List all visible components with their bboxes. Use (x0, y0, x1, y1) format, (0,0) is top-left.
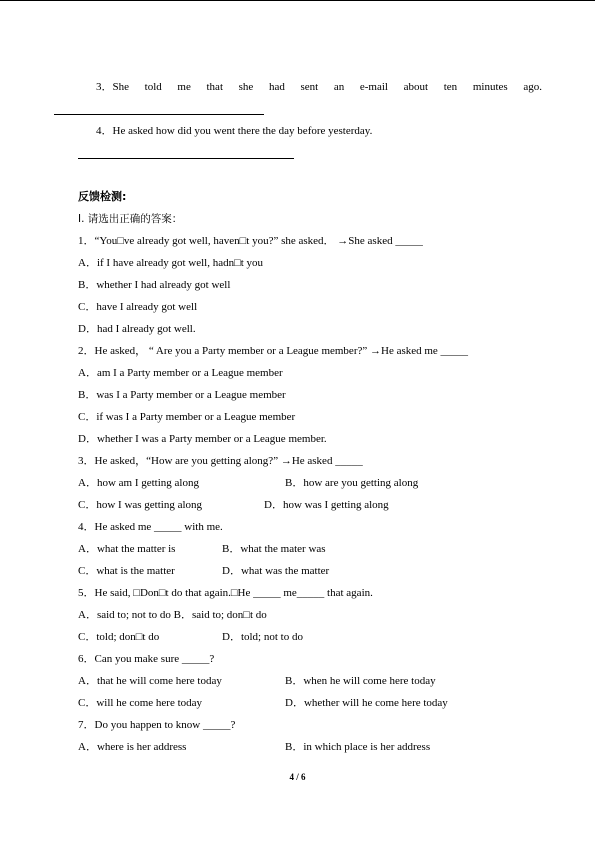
q3-word: about (403, 81, 429, 93)
q3-word: that (206, 81, 223, 93)
question-stem: 3．He asked，“How are you getting along?” →He asked _____ (78, 455, 363, 467)
option: D．had I already got well. (78, 323, 196, 335)
question-stem: 6．Can you make sure _____? (78, 653, 215, 665)
option: A．said to; not to do B．said to; don□t do (78, 609, 267, 621)
question-stem: 7．Do you happen to know _____? (78, 719, 236, 731)
option-right: D．what was the matter (222, 565, 330, 577)
question-stem: 5．He said, □Don□t do that again.□He _____ me_____ that again. (78, 587, 373, 599)
option-left: C．told; don□t do (78, 631, 160, 643)
option-left: C．will he come here today (78, 697, 203, 709)
option-right: B．in which place is her address (285, 741, 431, 753)
q3-word: had (268, 81, 285, 93)
q3-word: sent (300, 81, 319, 93)
question-stem: 4．He asked me _____ with me. (78, 521, 223, 533)
option-left: C．how I was getting along (78, 499, 203, 511)
option-right: D．told; not to do (222, 631, 303, 643)
q3-word: an (333, 81, 345, 93)
option: B．was I a Party member or a League member (78, 389, 286, 401)
question-4-rewrite: 4．He asked how did you went there the day before yesterday. (96, 125, 373, 137)
option: D．whether I was a Party member or a League member. (78, 433, 327, 445)
option-right: D．whether will he come here today (285, 697, 448, 709)
q3-word: 3．She (96, 81, 129, 93)
q3-word: ten (443, 81, 458, 93)
option: C．have I already got well (78, 301, 198, 313)
option: B．whether I had already got well (78, 279, 231, 291)
page-number: 4 / 6 (289, 772, 306, 782)
answer-blank-3 (54, 114, 264, 115)
option-left: A．where is her address (78, 741, 187, 753)
part-instruction: I. 请选出正确的答案： (78, 213, 183, 225)
section-title: 反馈检测: (78, 190, 127, 203)
option-left: A．what the matter is (78, 543, 176, 555)
q3-word: ago. (523, 81, 542, 93)
option: A．am I a Party member or a League member (78, 367, 283, 379)
option-right: D．how was I getting along (264, 499, 389, 511)
q3-word: minutes (472, 81, 508, 93)
page-top-rule (0, 0, 595, 1)
option-right: B．how are you getting along (285, 477, 419, 489)
question-3-rewrite (96, 80, 542, 94)
option: C．if was I a Party member or a League member (78, 411, 296, 423)
q3-word: told (144, 81, 162, 93)
option: A．if I have already got well, hadn□t you (78, 257, 264, 269)
answer-blank-4 (78, 158, 294, 159)
option-left: C．what is the matter (78, 565, 175, 577)
q3-word: me (177, 81, 191, 93)
option-left: A．that he will come here today (78, 675, 222, 687)
question-stem: 2．He asked， “ Are you a Party member or a League member?” →He asked me _____ (78, 345, 469, 357)
option-right: B．what the mater was (222, 543, 326, 555)
question-stem: 1．“You□ve already got well, haven□t you?” she asked． →She asked _____ (78, 235, 423, 247)
option-left: A．how am I getting along (78, 477, 199, 489)
option-right: B．when he will come here today (285, 675, 436, 687)
q3-word: e-mail (359, 81, 388, 93)
q3-word: she (238, 81, 254, 93)
